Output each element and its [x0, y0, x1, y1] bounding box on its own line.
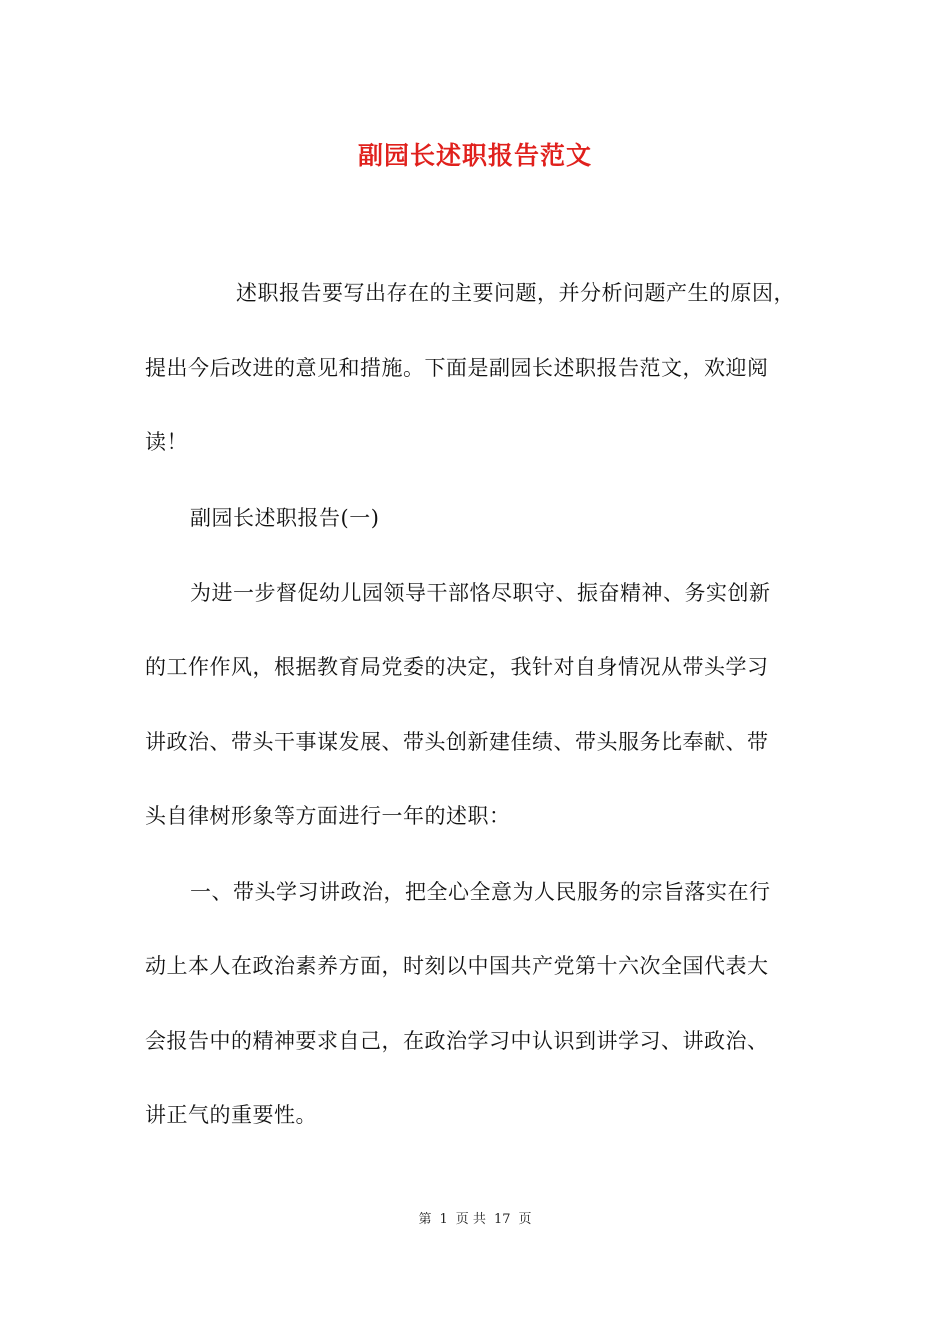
page-footer	[0, 1208, 950, 1227]
footer-suffix: 页	[518, 1212, 532, 1227]
paragraph-line: 讲政治、带头干事谋发展、带头创新建佳绩、带头服务比奉献、带	[145, 730, 769, 754]
paragraph-line: 动上本人在政治素养方面，时刻以中国共产党第十六次全国代表大	[145, 954, 769, 978]
paragraph-line: 读！	[145, 430, 188, 454]
paragraph-line: 讲正气的重要性。	[145, 1103, 317, 1127]
paragraph-line: 一、带头学习讲政治，把全心全意为人民服务的宗旨落实在行	[190, 880, 771, 904]
total-page-count: 17	[493, 1212, 511, 1227]
paragraph-line: 头自律树形象等方面进行一年的述职：	[145, 804, 511, 828]
paragraph-line: 述职报告要写出存在的主要问题，并分析问题产生的原因，	[236, 281, 795, 305]
section-heading: 副园长述职报告(一)	[190, 506, 380, 530]
footer-middle: 页 共	[455, 1212, 486, 1227]
paragraph-line: 的工作作风，根据教育局党委的决定，我针对自身情况从带头学习	[145, 655, 769, 679]
paragraph-line: 会报告中的精神要求自己，在政治学习中认识到讲学习、讲政治、	[145, 1029, 769, 1053]
document-title: 副园长述职报告范文	[357, 141, 592, 170]
paragraph-line: 为进一步督促幼儿园领导干部恪尽职守、振奋精神、务实创新	[190, 581, 771, 605]
paragraph-line: 提出今后改进的意见和措施。下面是副园长述职报告范文，欢迎阅	[145, 356, 769, 380]
footer-prefix: 第	[418, 1212, 432, 1227]
current-page-number: 1	[439, 1212, 448, 1227]
